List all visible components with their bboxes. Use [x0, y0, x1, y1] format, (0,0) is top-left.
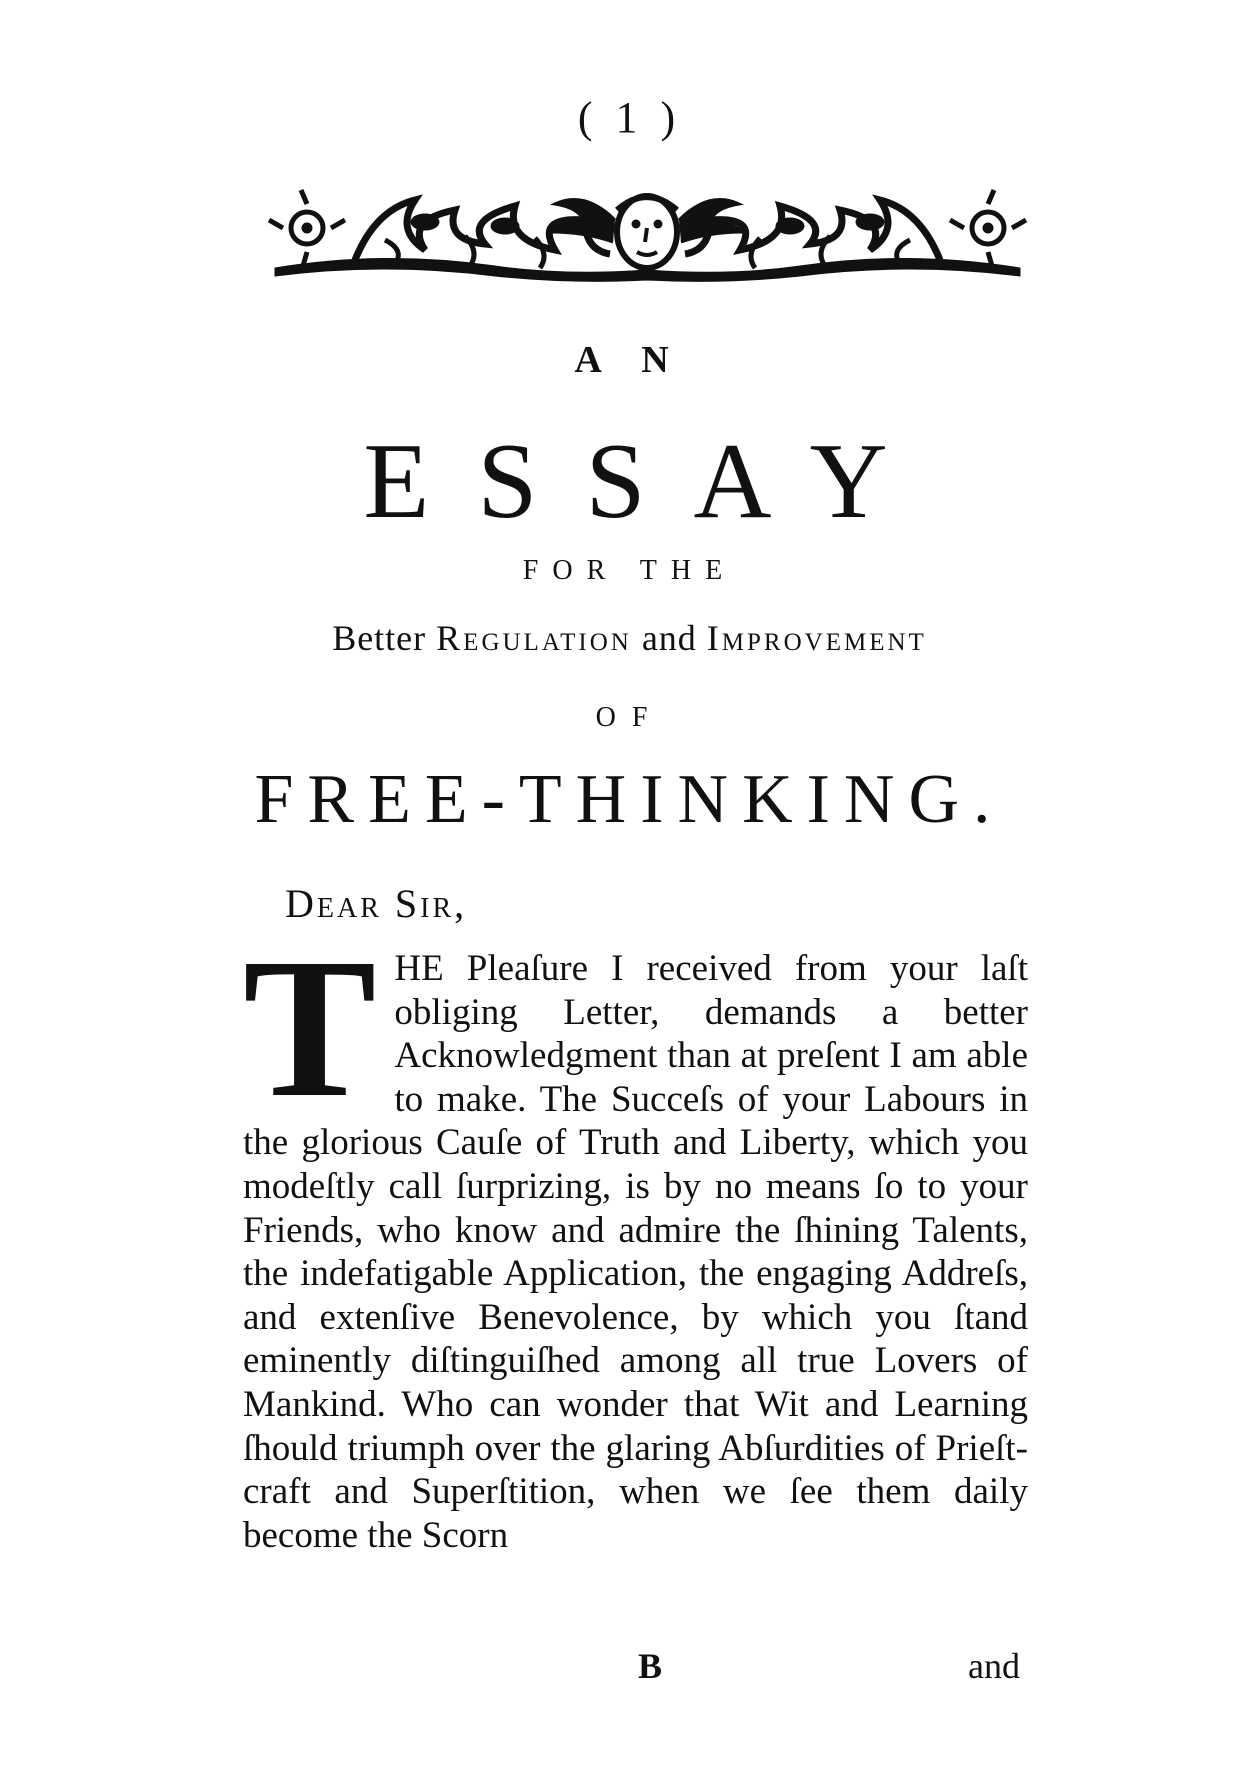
title-essay: ESSAY	[363, 422, 936, 541]
title-free-thinking: FREE-THINKING.	[254, 761, 1005, 838]
floral-headpiece-icon	[265, 180, 1030, 290]
page-number: ( 1 )	[577, 93, 682, 142]
salutation: Dear Sir,	[285, 881, 468, 926]
title-an: A N	[574, 339, 685, 381]
title-for-the: FOR THE	[522, 555, 737, 586]
subtitle-regulation: Regulation	[436, 618, 632, 658]
signature-mark: B	[638, 1646, 663, 1686]
body-text: HE Pleaſure I received from your laſt obliging Letter, demands a better Acknowledgment than at preſent I am able to make. The Succeſs of your Labours in the glorious Cauſe of Truth and Liberty, which you modeſtly call ſurprizing, is by no means ſo to your Friends, who know and admire the ſhining Talents, the indefatigable Application, the engaging Addreſs, and extenſive Benevolence, by which you ſtand eminently diſtinguiſhed among all true Lovers of Mankind. Who can wonder that Wit and Learning ſhould triumph over the glaring Abſurdities of Prieſt-craft and Superſtition, when we ſee them daily become the Scorn	[243, 948, 1028, 1556]
subtitle-and: and	[631, 618, 707, 658]
body-paragraph	[243, 918, 1028, 1557]
catchword: and	[968, 1646, 1020, 1686]
title-of: OF	[595, 702, 664, 733]
page-footer	[243, 1645, 1028, 1695]
title-subtitle-line	[0, 617, 1259, 659]
subtitle-improvement: Improvement	[706, 618, 927, 658]
drop-cap: T	[243, 918, 377, 1139]
subtitle-better: Better	[332, 618, 437, 658]
